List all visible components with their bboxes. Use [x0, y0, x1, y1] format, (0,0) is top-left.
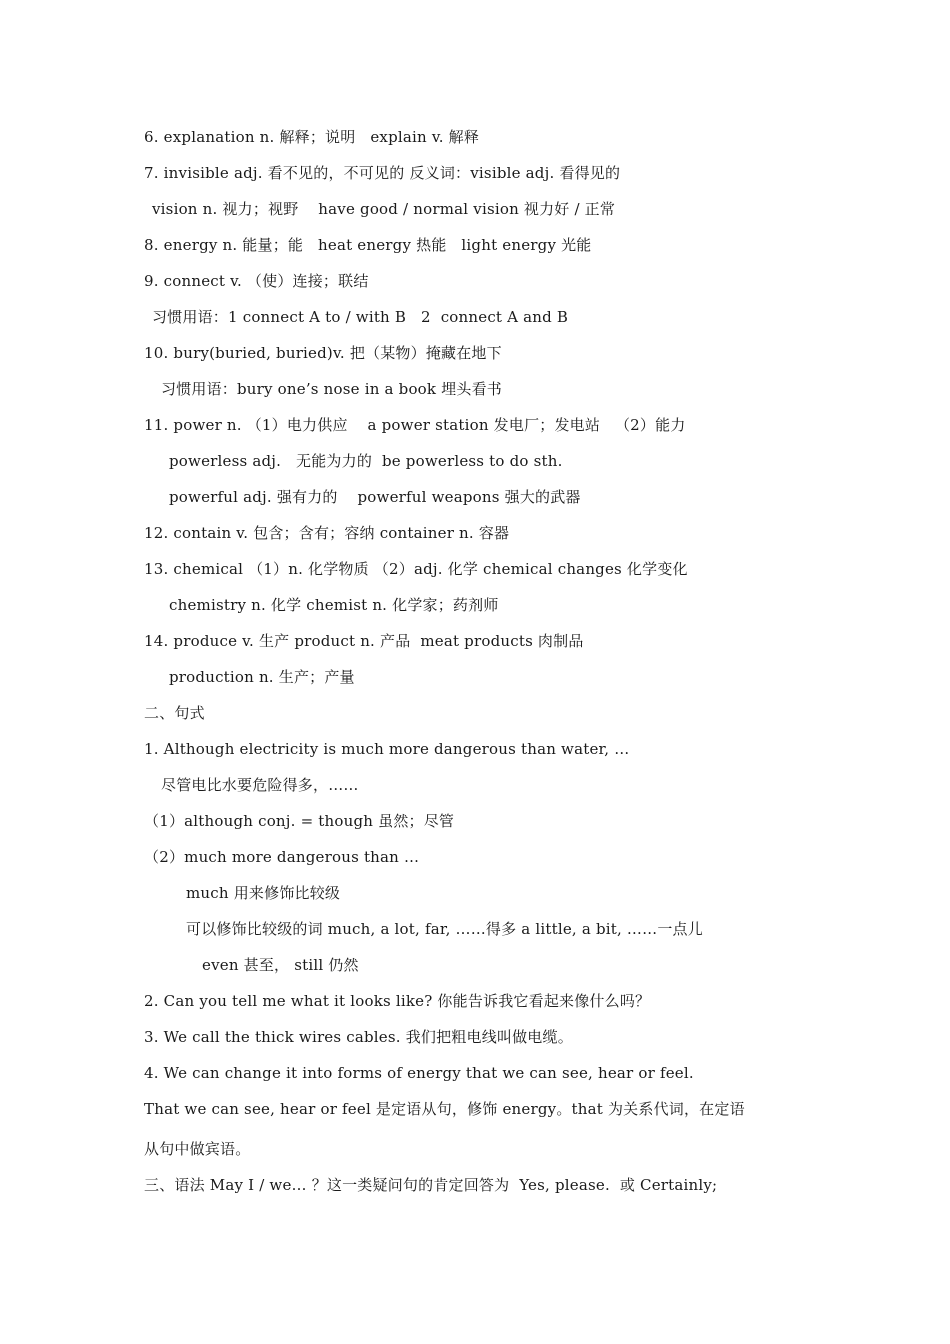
- vocab-line-11: 11. power n. （1）电力供应 a power station 发电厂；发电站 （2）能力: [144, 416, 686, 434]
- sentence-4-explanation: That we can see, hear or feel 是定语从句，修饰 energy。that 为关系代词，在定语: [144, 1100, 745, 1118]
- vocab-line-12: 12. contain v. 包含；含有；容纳 container n. 容器: [144, 524, 510, 542]
- sentence-1-translation: 尽管电比水要危险得多，……: [161, 776, 359, 794]
- vocab-line-7-vision: vision n. 视力；视野 have good / normal vision 视力好 / 正常: [152, 200, 616, 218]
- vocab-line-14-production: production n. 生产；产量: [169, 668, 355, 686]
- sentence-1: 1. Although electricity is much more dangerous than water, …: [144, 740, 630, 758]
- sentence-4: 4. We can change it into forms of energy that we can see, hear or feel.: [144, 1064, 694, 1082]
- sentence-1-note-2: （2）much more dangerous than …: [144, 848, 420, 866]
- vocab-line-9: 9. connect v. （使）连接；联结: [144, 272, 369, 290]
- vocab-line-7: 7. invisible adj. 看不见的，不可见的 反义词：visible adj. 看得见的: [144, 164, 621, 182]
- vocab-line-11-powerful: powerful adj. 强有力的 powerful weapons 强大的武器: [169, 488, 581, 506]
- vocab-line-13-chemistry: chemistry n. 化学 chemist n. 化学家；药剂师: [169, 596, 499, 614]
- vocab-line-14: 14. produce v. 生产 product n. 产品 meat products 肉制品: [144, 632, 584, 650]
- vocab-line-9-idiom: 习惯用语：1 connect A to / with B 2 connect A and B: [152, 308, 569, 326]
- vocab-line-11-powerless: powerless adj. 无能为力的 be powerless to do sth.: [169, 452, 563, 470]
- section-heading-sentences: 二、句式: [144, 704, 205, 722]
- sentence-1-note-2-usage: much 用来修饰比较级: [186, 884, 341, 902]
- vocab-line-6: 6. explanation n. 解释；说明 explain v. 解释: [144, 128, 480, 146]
- sentence-4-explanation-cont: 从句中做宾语。: [144, 1140, 251, 1158]
- sentence-1-note-1: （1）although conj. = though 虽然；尽管: [144, 812, 455, 830]
- vocab-line-10: 10. bury(buried, buried)v. 把（某物）掩藏在地下: [144, 344, 502, 362]
- vocab-line-10-idiom: 习惯用语：bury one’s nose in a book 埋头看书: [161, 380, 502, 398]
- sentence-2: 2. Can you tell me what it looks like? 你能告诉我它看起来像什么吗？: [144, 992, 651, 1010]
- sentence-1-note-2-even-still: even 甚至， still 仍然: [202, 956, 359, 974]
- vocab-line-13: 13. chemical （1）n. 化学物质 （2）adj. 化学 chemical changes 化学变化: [144, 560, 688, 578]
- sentence-3: 3. We call the thick wires cables. 我们把粗电线叫做电缆。: [144, 1028, 573, 1046]
- section-heading-grammar: 三、语法 May I / we… ？这一类疑问句的肯定回答为 Yes, please. 或 Certainly;: [144, 1176, 718, 1194]
- vocab-line-8: 8. energy n. 能量；能 heat energy 热能 light energy 光能: [144, 236, 592, 254]
- sentence-1-note-2-modifiers: 可以修饰比较级的词 much, a lot, far, ……得多 a little, a bit, ……一点儿: [186, 920, 703, 938]
